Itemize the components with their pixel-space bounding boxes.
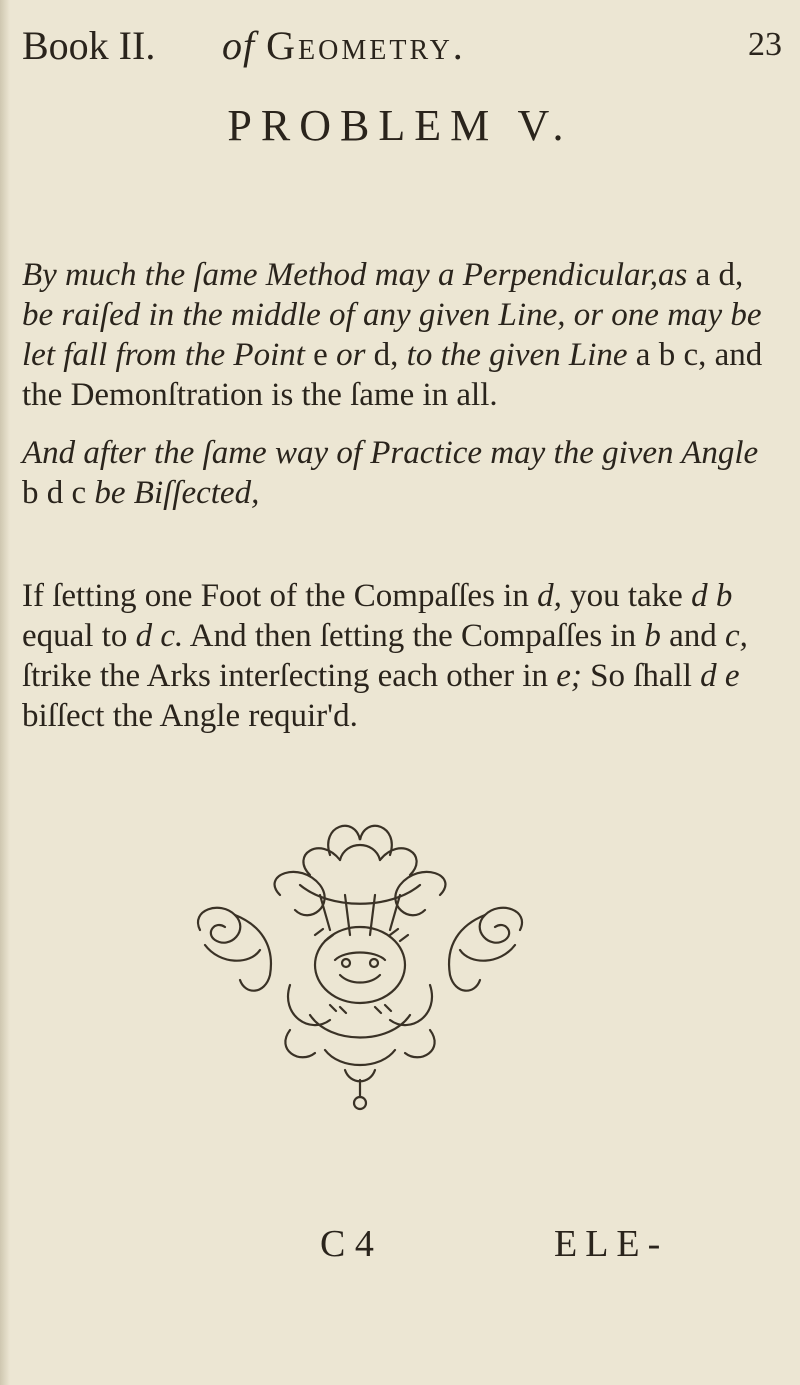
book-number: Book II. bbox=[22, 23, 156, 68]
catchword: ELE- bbox=[554, 1223, 669, 1265]
p1-text-b: a d, bbox=[695, 257, 744, 293]
paragraph-bisect-angle bbox=[22, 433, 782, 513]
p3-text-h: b bbox=[644, 618, 661, 654]
paragraph-perpendicular bbox=[22, 255, 782, 415]
p3-text-g: And then ſetting the Compaſſes in bbox=[189, 618, 637, 654]
p3-text-o: biſſect the Angle requir'd. bbox=[22, 698, 358, 734]
running-title-of: of bbox=[222, 23, 256, 68]
p1-text-d: e bbox=[313, 337, 328, 373]
p1-text-h: a b c, and the Demonſtration is the ſame in all. bbox=[22, 337, 763, 413]
p3-text-j: c, bbox=[725, 618, 748, 654]
p3-text-b: d, bbox=[537, 578, 562, 614]
paragraph-compasses bbox=[22, 576, 782, 736]
p3-text-n: d e bbox=[700, 658, 740, 694]
p1-text-c: be raiſed in the middle of any given Line, or one may be let fall from the Point bbox=[22, 297, 762, 373]
running-head bbox=[22, 18, 782, 78]
p1-text-g: to the given Line bbox=[406, 337, 628, 373]
p2-text-b: b d c bbox=[22, 475, 87, 511]
tailpiece-ornament bbox=[180, 815, 540, 1115]
p3-text-k: ſtrike the Arks interſecting each other in bbox=[22, 658, 548, 694]
p3-text-a: If ſetting one Foot of the Compaſſes in bbox=[22, 578, 529, 614]
p3-text-l: e; bbox=[556, 658, 582, 694]
p1-text-a: By much the ſame Method may a Perpendicular,as bbox=[22, 257, 688, 293]
p3-text-f: d c. bbox=[135, 618, 184, 654]
page-gutter bbox=[0, 0, 10, 1385]
catchword-line bbox=[0, 1222, 800, 1272]
running-title-main: Geometry. bbox=[266, 23, 466, 68]
running-title bbox=[222, 22, 466, 69]
p3-text-m: So ſhall bbox=[590, 658, 692, 694]
p3-text-e: equal to bbox=[22, 618, 128, 654]
problem-heading: PROBLEM V. bbox=[227, 101, 573, 150]
p1-text-f: d, bbox=[373, 337, 399, 373]
p3-text-d: d b bbox=[691, 578, 733, 614]
page-number: 23 bbox=[748, 26, 782, 63]
p1-text-e: or bbox=[336, 337, 366, 373]
signature-mark: C 4 bbox=[320, 1223, 374, 1265]
p2-text-a: And after the ſame way of Practice may the given Angle bbox=[22, 435, 759, 471]
p3-text-i: and bbox=[669, 618, 717, 654]
p2-text-c: be Biſſected, bbox=[94, 475, 260, 511]
p3-text-c: you take bbox=[570, 578, 683, 614]
